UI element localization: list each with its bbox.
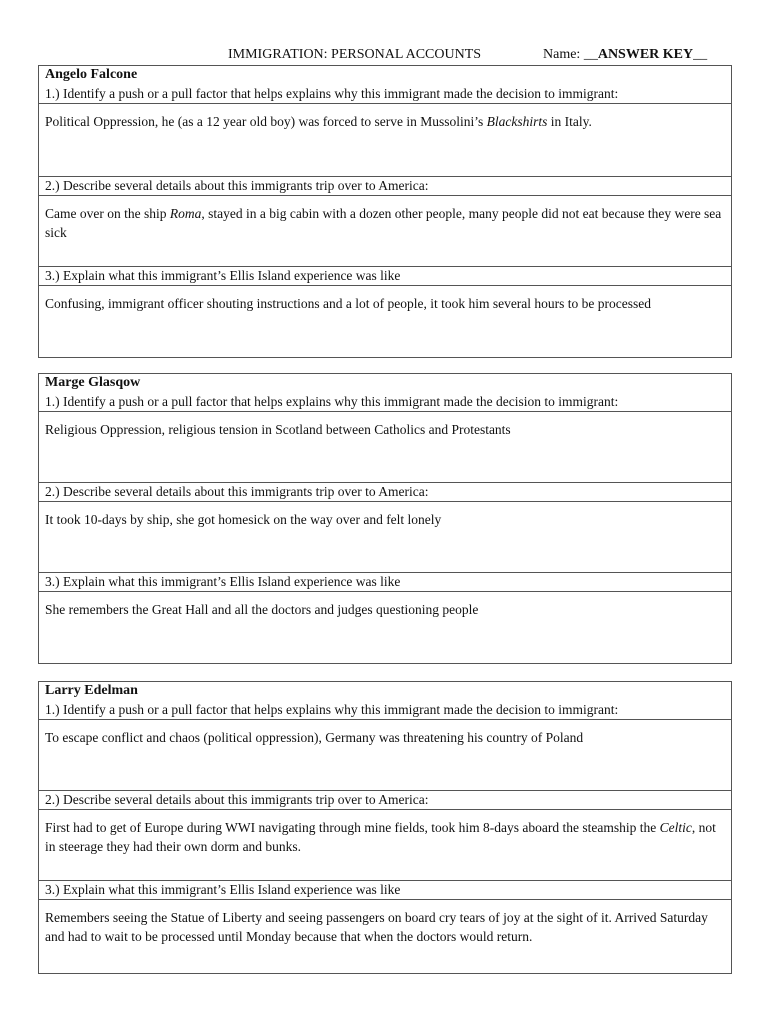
answer-push-pull: Religious Oppression, religious tension in Scotland between Catholics and Protestants (39, 412, 731, 483)
immigrant-block-angelo (38, 65, 732, 358)
answer-italic: Roma (169, 206, 202, 221)
answer-text: Came over on the ship (45, 206, 170, 221)
question-trip: 2.) Describe several details about this immigrants trip over to America: (39, 483, 731, 502)
question-push-pull: 1.) Identify a push or a pull factor that helps explains why this immigrant made the decision to immigrant: (39, 85, 731, 104)
question-ellis-island: 3.) Explain what this immigrant’s Ellis Island experience was like (39, 573, 731, 592)
name-line (543, 47, 707, 63)
answer-trip (39, 196, 731, 267)
question-ellis-island: 3.) Explain what this immigrant’s Ellis Island experience was like (39, 267, 731, 286)
answer-text: First had to get of Europe during WWI navigating through mine fields, took him 8-days aboard the steamship the (45, 820, 660, 835)
answer-push-pull: To escape conflict and chaos (political oppression), Germany was threatening his country of Poland (39, 720, 731, 791)
question-ellis-island: 3.) Explain what this immigrant’s Ellis Island experience was like (39, 881, 731, 900)
answer-ellis-island: Confusing, immigrant officer shouting instructions and a lot of people, it took him several hours to be processed (45, 296, 652, 311)
immigrant-block-marge (38, 373, 732, 664)
immigrant-name: Angelo Falcone (45, 67, 138, 82)
answer-text: in Italy. (547, 114, 592, 129)
answer-ellis-island: She remembers the Great Hall and all the doctors and judges questioning people (45, 602, 479, 617)
answer-italic: Blackshirts (486, 114, 548, 129)
answer-trip: It took 10-days by ship, she got homesick on the way over and felt lonely (39, 502, 731, 573)
answer-ellis-island: Remembers seeing the Statue of Liberty and seeing passengers on board cry tears of joy at the sight of it. Arrived Saturday and had to wait to be processed until Monday because that when the doctors would return. (45, 910, 708, 944)
immigrant-name: Marge Glasqow (45, 375, 141, 390)
name-label: Name: __ (543, 47, 598, 62)
question-trip: 2.) Describe several details about this immigrants trip over to America: (39, 177, 731, 196)
immigrant-block-larry (38, 681, 732, 974)
question-push-pull: 1.) Identify a push or a pull factor that helps explains why this immigrant made the decision to immigrant: (39, 393, 731, 412)
question-push-pull: 1.) Identify a push or a pull factor that helps explains why this immigrant made the decision to immigrant: (39, 701, 731, 720)
answer-push-pull (39, 104, 731, 177)
worksheet-title: IMMIGRATION: PERSONAL ACCOUNTS (228, 47, 482, 62)
answer-text: , stayed in a big cabin with a dozen other people, many people did not eat because they were sea sick (45, 206, 722, 240)
question-trip: 2.) Describe several details about this immigrants trip over to America: (39, 791, 731, 810)
answer-text: Political Oppression, he (as a 12 year old boy) was forced to serve in Mussolini’s (45, 114, 487, 129)
name-value: ANSWER KEY (597, 47, 694, 62)
page-header (0, 45, 770, 65)
answer-trip (39, 810, 731, 881)
immigrant-name: Larry Edelman (45, 683, 138, 698)
name-suffix: __ (693, 47, 708, 62)
answer-text: , not in steerage they had their own dorm and bunks. (45, 820, 716, 854)
answer-italic: Celtic (659, 820, 692, 835)
